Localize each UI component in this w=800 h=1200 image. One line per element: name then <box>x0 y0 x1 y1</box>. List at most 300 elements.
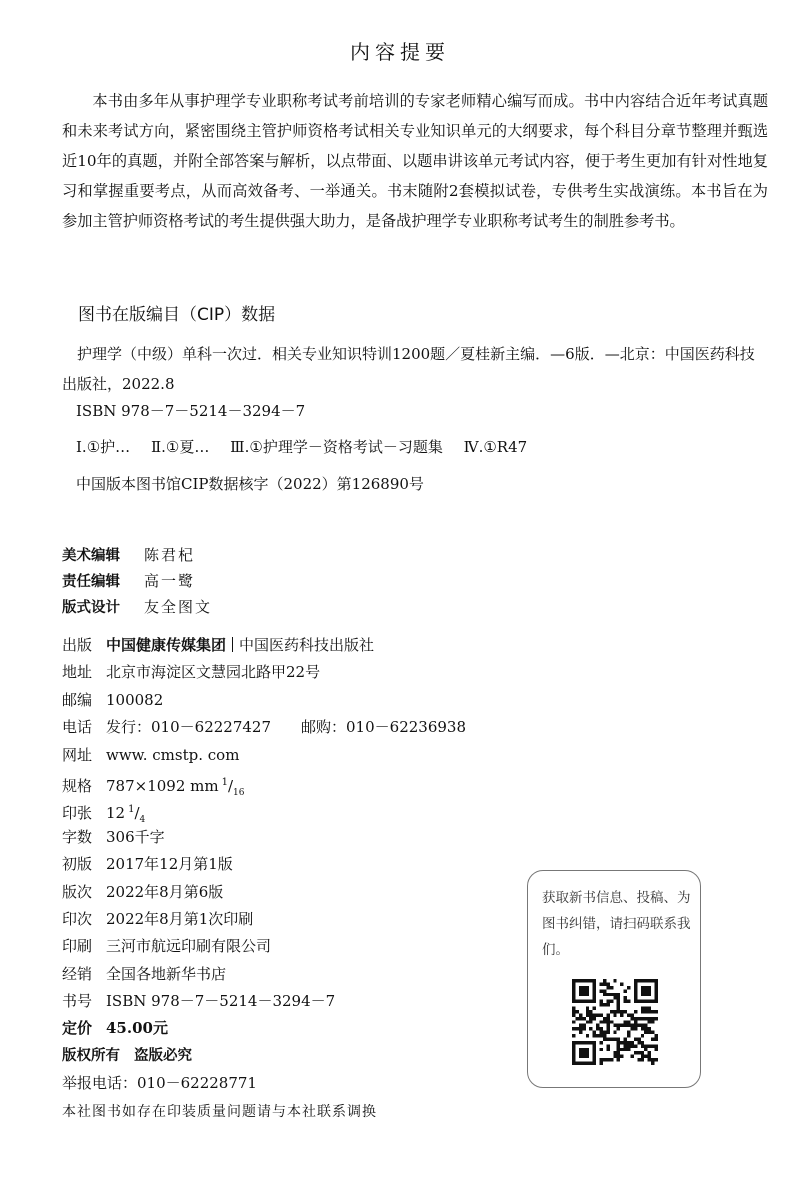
order-label: 邮购： <box>301 718 347 737</box>
qr-module <box>593 1031 596 1034</box>
qr-module <box>593 1055 596 1058</box>
qr-module <box>582 986 585 989</box>
first-edition-label: 初版 <box>62 855 93 874</box>
qr-module <box>582 1062 585 1065</box>
qr-module <box>593 1013 596 1016</box>
qr-module <box>600 1058 603 1061</box>
qr-module <box>603 982 606 985</box>
qr-module <box>582 1027 585 1030</box>
sheets-fraction-num: 1 <box>128 804 135 816</box>
credit-row <box>62 594 212 620</box>
credit-value: 高一鹭 <box>144 572 196 590</box>
qr-module <box>579 1041 582 1044</box>
qr-module <box>624 1037 627 1040</box>
qr-module <box>596 1013 599 1016</box>
qr-module <box>641 1027 644 1030</box>
qr-module <box>627 1013 630 1016</box>
qr-module <box>637 1058 640 1061</box>
qr-module <box>644 1024 647 1027</box>
qr-module <box>575 979 578 982</box>
book-number-value: ISBN 978－7－5214－3294－7 <box>106 992 336 1011</box>
qr-module <box>617 996 620 999</box>
qr-module <box>603 993 606 996</box>
printing-label: 印次 <box>62 909 93 928</box>
sheets-row: 印张 12 $^1/_4$ <box>62 796 466 823</box>
qr-module <box>613 1024 616 1027</box>
qr-module <box>624 1041 627 1044</box>
format-row: 规格 787×1092 mm $^1/_{16}$ <box>62 769 466 796</box>
qr-module <box>644 1017 647 1020</box>
qr-module <box>620 1048 623 1051</box>
qr-module <box>655 982 658 985</box>
word-count-value: 306千字 <box>106 827 165 846</box>
qr-module <box>572 993 575 996</box>
qr-module <box>603 1020 606 1023</box>
qr-module <box>648 1000 651 1003</box>
qr-module <box>593 1048 596 1051</box>
qr-module <box>648 1058 651 1061</box>
qr-module <box>575 1062 578 1065</box>
distributor-row <box>62 961 466 988</box>
publisher-group: 中国健康传媒集团 <box>106 636 227 654</box>
qr-module <box>648 979 651 982</box>
qr-module <box>634 1017 637 1020</box>
cip-classification <box>62 432 782 462</box>
qr-module <box>579 1000 582 1003</box>
qr-module <box>644 1048 647 1051</box>
qr-module <box>617 993 620 996</box>
qr-module <box>630 1044 633 1047</box>
qr-module <box>620 1010 623 1013</box>
qr-module <box>617 1007 620 1010</box>
qr-module <box>593 1051 596 1054</box>
qr-module <box>637 1017 640 1020</box>
qr-module <box>603 1058 606 1061</box>
qr-module <box>586 986 589 989</box>
order-number: 010－62236938 <box>346 718 466 737</box>
qr-module <box>596 1027 599 1030</box>
sheets-fraction-den: 4 <box>139 815 146 826</box>
website-value: www. cmstp. com <box>106 745 240 764</box>
qr-module <box>613 1037 616 1040</box>
printing-value: 2022年8月第1次印刷 <box>106 909 254 928</box>
format-label: 规格 <box>62 776 93 795</box>
qr-module <box>630 1055 633 1058</box>
qr-module <box>610 1000 613 1003</box>
qr-module <box>610 1020 613 1023</box>
qr-module <box>648 989 651 992</box>
qr-module <box>641 989 644 992</box>
qr-module <box>586 989 589 992</box>
qr-module <box>606 1017 609 1020</box>
qr-module <box>620 982 623 985</box>
distributor-label: 经销 <box>62 964 93 983</box>
qr-module <box>572 1007 575 1010</box>
qr-module <box>579 1048 582 1051</box>
qr-module <box>617 1041 620 1044</box>
qr-module <box>586 1013 589 1016</box>
price-value: 45.00元 <box>106 1019 168 1038</box>
qr-module <box>589 1062 592 1065</box>
publisher-press: 中国医药科技出版社 <box>239 636 375 654</box>
cip-class-2: Ⅱ.①夏… <box>150 438 210 456</box>
qr-module <box>593 1034 596 1037</box>
qr-module <box>579 993 582 996</box>
qr-module <box>644 1000 647 1003</box>
qr-module <box>613 1051 616 1054</box>
qr-module <box>606 993 609 996</box>
qr-module <box>648 1020 651 1023</box>
qr-module <box>575 1041 578 1044</box>
edition-value: 2022年8月第6版 <box>106 882 224 901</box>
qr-module <box>655 1034 658 1037</box>
first-edition-row <box>62 851 466 878</box>
qr-module <box>617 1048 620 1051</box>
qr-module <box>624 1010 627 1013</box>
qr-module <box>637 1037 640 1040</box>
distributor-value: 全国各地新华书店 <box>106 964 227 983</box>
qr-module <box>627 1048 630 1051</box>
qr-module <box>586 1055 589 1058</box>
book-number-label: 书号 <box>62 992 93 1011</box>
website-label: 网址 <box>62 745 93 764</box>
qr-module <box>586 1041 589 1044</box>
qr-module <box>624 1024 627 1027</box>
qr-module <box>572 1058 575 1061</box>
qr-module <box>589 1027 592 1030</box>
qr-module <box>617 1055 620 1058</box>
qr-module <box>655 979 658 982</box>
cip-class-3: Ⅲ.①护理学－资格考试－习题集 <box>230 438 443 456</box>
qr-module <box>572 986 575 989</box>
edition-label: 版次 <box>62 882 93 901</box>
qr-module <box>644 1007 647 1010</box>
qr-module <box>627 1031 630 1034</box>
qr-module <box>651 1037 654 1040</box>
qr-module <box>648 1031 651 1034</box>
qr-module <box>644 1010 647 1013</box>
qr-module <box>586 979 589 982</box>
postcode-label: 邮编 <box>62 690 93 709</box>
cip-class-4: Ⅳ.①R47 <box>463 438 528 456</box>
qr-module <box>589 1041 592 1044</box>
qr-module <box>606 1031 609 1034</box>
qr-module <box>630 1041 633 1044</box>
qr-module <box>613 996 616 999</box>
rights-right: 盗版必究 <box>134 1048 192 1064</box>
qr-module <box>637 1000 640 1003</box>
qr-module <box>624 1044 627 1047</box>
qr-module <box>603 989 606 992</box>
qr-module <box>575 1000 578 1003</box>
qr-module <box>589 1017 592 1020</box>
address-value: 北京市海淀区文慧园北路甲22号 <box>106 663 321 682</box>
qr-module <box>610 1037 613 1040</box>
qr-module <box>617 1058 620 1061</box>
qr-module <box>617 1044 620 1047</box>
sales-number: 010－62227427 <box>151 718 271 737</box>
qr-module <box>582 1000 585 1003</box>
qr-module <box>589 1020 592 1023</box>
qr-module <box>600 1027 603 1030</box>
qr-module <box>641 1024 644 1027</box>
printer-value: 三河市航远印刷有限公司 <box>106 937 272 956</box>
qr-module <box>600 1034 603 1037</box>
qr-module <box>572 989 575 992</box>
qr-code-graphic <box>572 979 658 1065</box>
qr-module <box>596 1034 599 1037</box>
qr-module <box>634 1010 637 1013</box>
qr-module <box>572 1051 575 1054</box>
qr-module <box>596 1024 599 1027</box>
publisher-label: 出版 <box>62 636 93 654</box>
qr-module <box>575 1017 578 1020</box>
qr-module <box>648 1027 651 1030</box>
price-label: 定价 <box>62 1019 93 1038</box>
qr-module <box>634 1051 637 1054</box>
qr-module <box>582 1055 585 1058</box>
qr-module <box>655 1048 658 1051</box>
qr-module <box>630 1017 633 1020</box>
qr-module <box>613 1013 616 1016</box>
qr-module <box>651 1010 654 1013</box>
qr-module <box>586 1048 589 1051</box>
qr-module <box>582 1017 585 1020</box>
qr-module <box>606 1027 609 1030</box>
qr-module <box>606 1024 609 1027</box>
credit-value: 友全图文 <box>144 598 213 616</box>
qr-module <box>617 1027 620 1030</box>
qr-code-icon[interactable] <box>572 979 658 1065</box>
qr-module <box>641 1055 644 1058</box>
qr-module <box>582 1041 585 1044</box>
qr-module <box>579 1027 582 1030</box>
qr-module <box>634 986 637 989</box>
qr-module <box>593 979 596 982</box>
qr-module <box>579 1055 582 1058</box>
phone-row <box>62 714 466 741</box>
qr-module <box>600 1041 603 1044</box>
qr-module <box>600 1020 603 1023</box>
qr-module <box>579 979 582 982</box>
credit-row <box>62 542 212 568</box>
qr-module <box>634 1024 637 1027</box>
qr-module <box>606 1000 609 1003</box>
qr-module <box>630 1024 633 1027</box>
website-row <box>62 742 466 769</box>
format-value: 787×1092 mm <box>106 776 219 795</box>
qr-module <box>600 1003 603 1006</box>
summary-heading: 内容提要 <box>350 40 450 64</box>
credit-label: 责任编辑 <box>62 574 120 590</box>
address-label: 地址 <box>62 663 93 682</box>
qr-module <box>630 1027 633 1030</box>
qr-module <box>648 1007 651 1010</box>
qr-module <box>572 979 575 982</box>
qr-module <box>593 1044 596 1047</box>
qr-module <box>600 1000 603 1003</box>
qr-module <box>610 1010 613 1013</box>
qr-module <box>627 986 630 989</box>
qr-module <box>603 979 606 982</box>
qr-module <box>624 996 627 999</box>
qr-module <box>644 989 647 992</box>
qr-module <box>586 993 589 996</box>
sheets-label: 印张 <box>62 804 93 823</box>
qr-module <box>651 1017 654 1020</box>
qr-module <box>648 1055 651 1058</box>
qr-module <box>600 1031 603 1034</box>
qr-module <box>655 1044 658 1047</box>
cip-class-1: Ⅰ.①护… <box>76 438 131 456</box>
qr-module <box>644 986 647 989</box>
qr-module <box>572 1027 575 1030</box>
credit-label: 版式设计 <box>62 600 120 616</box>
address-row <box>62 659 466 686</box>
qr-module <box>655 1017 658 1020</box>
qr-module <box>610 986 613 989</box>
qr-module <box>603 1031 606 1034</box>
qr-module <box>655 1058 658 1061</box>
qr-module <box>586 1007 589 1010</box>
qr-module <box>572 1000 575 1003</box>
qr-module <box>630 1013 633 1016</box>
qr-module <box>579 989 582 992</box>
qr-module <box>575 1010 578 1013</box>
qr-module <box>655 986 658 989</box>
qr-module <box>641 1044 644 1047</box>
qr-module <box>634 1027 637 1030</box>
qr-module <box>624 989 627 992</box>
printer-row <box>62 933 466 960</box>
sheets-value: 12 <box>106 804 126 823</box>
credit-label: 美术编辑 <box>62 548 120 564</box>
qr-module <box>624 1048 627 1051</box>
qr-module <box>586 1051 589 1054</box>
qr-module <box>651 1062 654 1065</box>
qr-module <box>651 1020 654 1023</box>
qr-module <box>593 1058 596 1061</box>
qr-module <box>603 1017 606 1020</box>
qr-module <box>579 1051 582 1054</box>
phone-label: 电话 <box>62 718 93 737</box>
qr-module <box>572 1055 575 1058</box>
qr-module <box>572 1041 575 1044</box>
qr-module <box>582 1051 585 1054</box>
qr-module <box>637 1024 640 1027</box>
qr-module <box>586 1000 589 1003</box>
qr-module <box>606 986 609 989</box>
qr-module <box>586 1020 589 1023</box>
qr-module <box>600 1048 603 1051</box>
qr-module <box>593 1017 596 1020</box>
qr-module <box>579 1024 582 1027</box>
qr-module <box>634 1044 637 1047</box>
qr-module <box>593 1062 596 1065</box>
qr-module <box>579 1017 582 1020</box>
qr-module <box>637 1051 640 1054</box>
qr-module <box>627 1034 630 1037</box>
qr-module <box>606 1003 609 1006</box>
qr-module <box>579 1031 582 1034</box>
qr-module <box>579 986 582 989</box>
qr-module <box>641 979 644 982</box>
word-count-label: 字数 <box>62 827 93 846</box>
qr-module <box>572 1062 575 1065</box>
qr-module <box>641 1000 644 1003</box>
qr-module <box>634 993 637 996</box>
qr-module <box>606 1048 609 1051</box>
qr-module <box>593 1041 596 1044</box>
qr-module <box>634 1020 637 1023</box>
format-fraction-num: 1 <box>221 776 228 788</box>
credit-row <box>62 568 212 594</box>
qr-module <box>572 1048 575 1051</box>
qr-module <box>648 1010 651 1013</box>
qr-module <box>572 1010 575 1013</box>
qr-module <box>641 1010 644 1013</box>
qr-module <box>582 989 585 992</box>
qr-module <box>606 1013 609 1016</box>
qr-module <box>572 1044 575 1047</box>
qr-module <box>634 989 637 992</box>
qr-module <box>648 1044 651 1047</box>
qr-module <box>627 1020 630 1023</box>
qr-module <box>593 982 596 985</box>
qr-module <box>648 986 651 989</box>
qr-module <box>655 996 658 999</box>
price-row <box>62 1015 466 1042</box>
printing-row <box>62 906 466 933</box>
qr-module <box>648 1017 651 1020</box>
qr-module <box>593 1007 596 1010</box>
qr-module <box>593 1000 596 1003</box>
qr-module <box>634 1037 637 1040</box>
qr-module <box>606 1044 609 1047</box>
qr-module <box>641 986 644 989</box>
qr-module <box>606 982 609 985</box>
qr-module <box>620 1055 623 1058</box>
qr-module <box>627 1041 630 1044</box>
qr-module <box>655 993 658 996</box>
publisher-row <box>62 632 466 659</box>
book-number-row <box>62 988 466 1015</box>
sales-label: 发行： <box>106 718 152 737</box>
report-phone: 举报电话：010－62228771 <box>62 1074 257 1092</box>
qr-module <box>582 979 585 982</box>
qr-module <box>613 979 616 982</box>
postcode-value: 100082 <box>106 690 164 709</box>
qr-module <box>600 1013 603 1016</box>
qr-module <box>651 979 654 982</box>
qr-module <box>620 1041 623 1044</box>
qr-module <box>586 1010 589 1013</box>
word-count-row <box>62 824 466 851</box>
qr-module <box>634 979 637 982</box>
qr-module <box>589 1010 592 1013</box>
qr-module <box>648 1051 651 1054</box>
qr-module <box>613 1031 616 1034</box>
qr-module <box>651 1058 654 1061</box>
qr-module <box>582 993 585 996</box>
qr-module <box>641 1034 644 1037</box>
qr-module <box>641 993 644 996</box>
qr-module <box>634 1000 637 1003</box>
qr-contact-text: 获取新书信息、投稿、为图书纠错，请扫码联系我们。 <box>542 890 691 958</box>
qr-module <box>644 1055 647 1058</box>
qr-module <box>572 1034 575 1037</box>
qr-module <box>641 1007 644 1010</box>
